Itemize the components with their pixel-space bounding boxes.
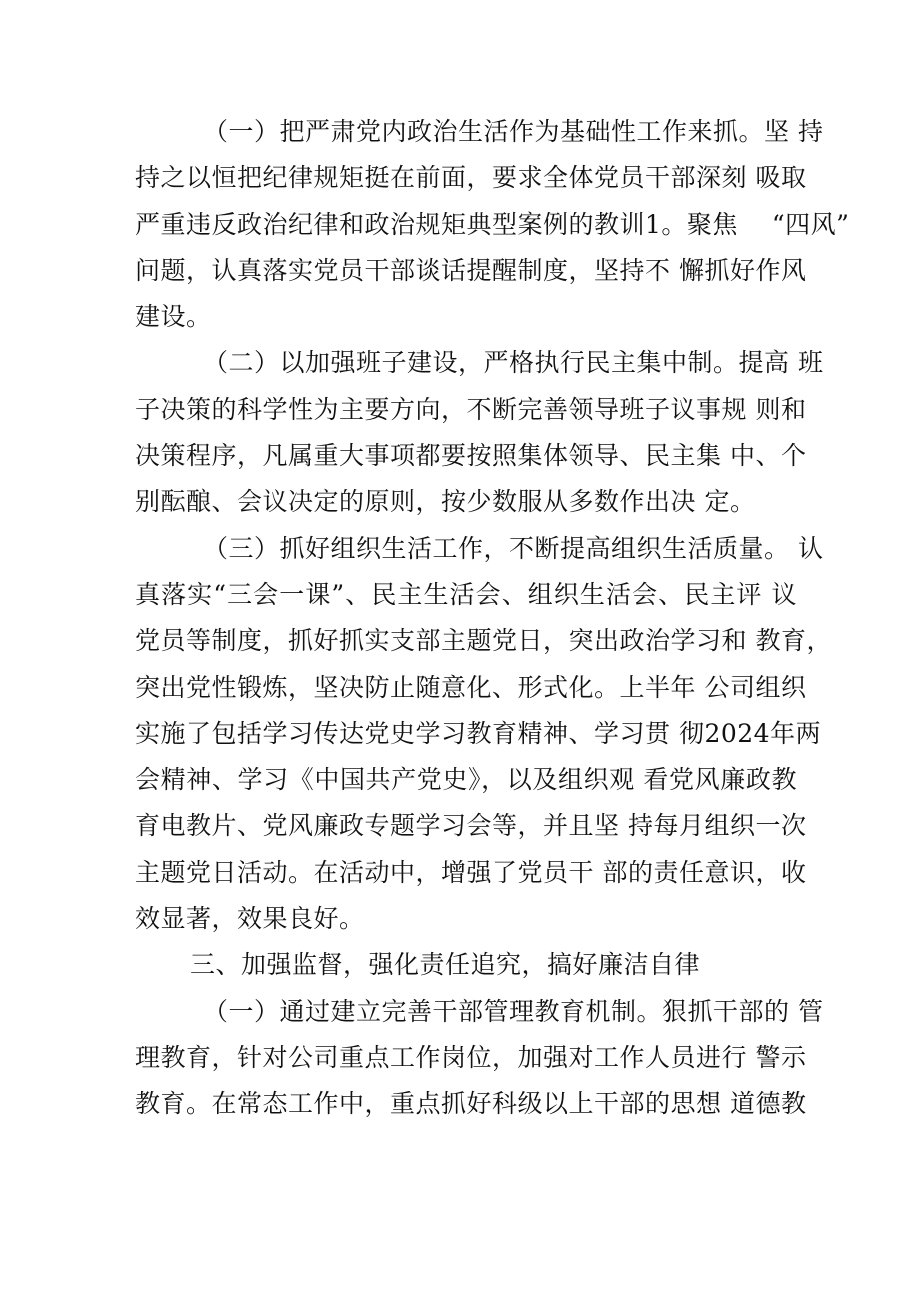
paragraph-line: 别酝酿、会议决定的原则，按少数服从多数作出决 定。: [135, 487, 756, 517]
paragraph-line: 会精神、学习《中国共产党史》，以及组织观 看党风廉政教: [135, 765, 797, 795]
paragraph-line: 严重违反政治纪律和政治规矩典型案例的教训1。聚焦 “四风”: [135, 209, 850, 239]
paragraph-line: 党员等制度，抓好抓实支部主题党日，突出政治学习和 教育，: [135, 626, 832, 656]
paragraph-line: 持之以恒把纪律规矩挺在前面，要求全体党员干部深刻 吸取: [135, 163, 807, 193]
paragraph-line: 决策程序，凡属重大事项都要按照集体领导、民主集 中、个: [135, 441, 807, 471]
paragraph-line: 突出党性锻炼，坚决防止随意化、形式化。上半年 公司组织: [135, 672, 807, 702]
paragraph-line: 子决策的科学性为主要方向，不断完善领导班子议事规 则和: [135, 394, 807, 424]
paragraph-line: 教育。在常态工作中，重点抓好科级以上干部的思想 道德教: [135, 1089, 807, 1119]
paragraph-line: 真落实“三会一课”、民主生活会、组织生活会、民主评 议: [135, 579, 797, 609]
paragraph-line: 建设。: [135, 302, 212, 332]
paragraph-line: 理教育，针对公司重点工作岗位，加强对工作人员进行 警示: [135, 1042, 807, 1072]
paragraph-line: （三）抓好组织生活工作，不断提高组织生活质量。 认: [203, 533, 824, 563]
paragraph-line: （一）通过建立完善干部管理教育机制。狠抓干部的 管: [203, 996, 824, 1026]
section-heading: 三、加强监督，强化责任追究，搞好廉洁自律: [190, 950, 701, 980]
paragraph-line: 效显著，效果良好。: [135, 904, 365, 934]
paragraph-line: （二）以加强班子建设，严格执行民主集中制。提高 班: [203, 348, 824, 378]
document-body: [135, 109, 850, 1128]
paragraph-line: （一）把严肃党内政治生活作为基础性工作来抓。坚 持: [203, 117, 824, 146]
paragraph-line: 问题，认真落实党员干部谈话提醒制度，坚持不 懈抓好作风: [135, 255, 807, 285]
paragraph-line: 主题党日活动。在活动中，增强了党员干 部的责任意识，收: [135, 857, 807, 887]
paragraph-line: 实施了包括学习传达党史学习教育精神、学习贯 彻2024年两: [135, 718, 822, 748]
paragraph-line: 育电教片、党风廉政专题学习会等，并且坚 持每月组织一次: [135, 811, 807, 841]
